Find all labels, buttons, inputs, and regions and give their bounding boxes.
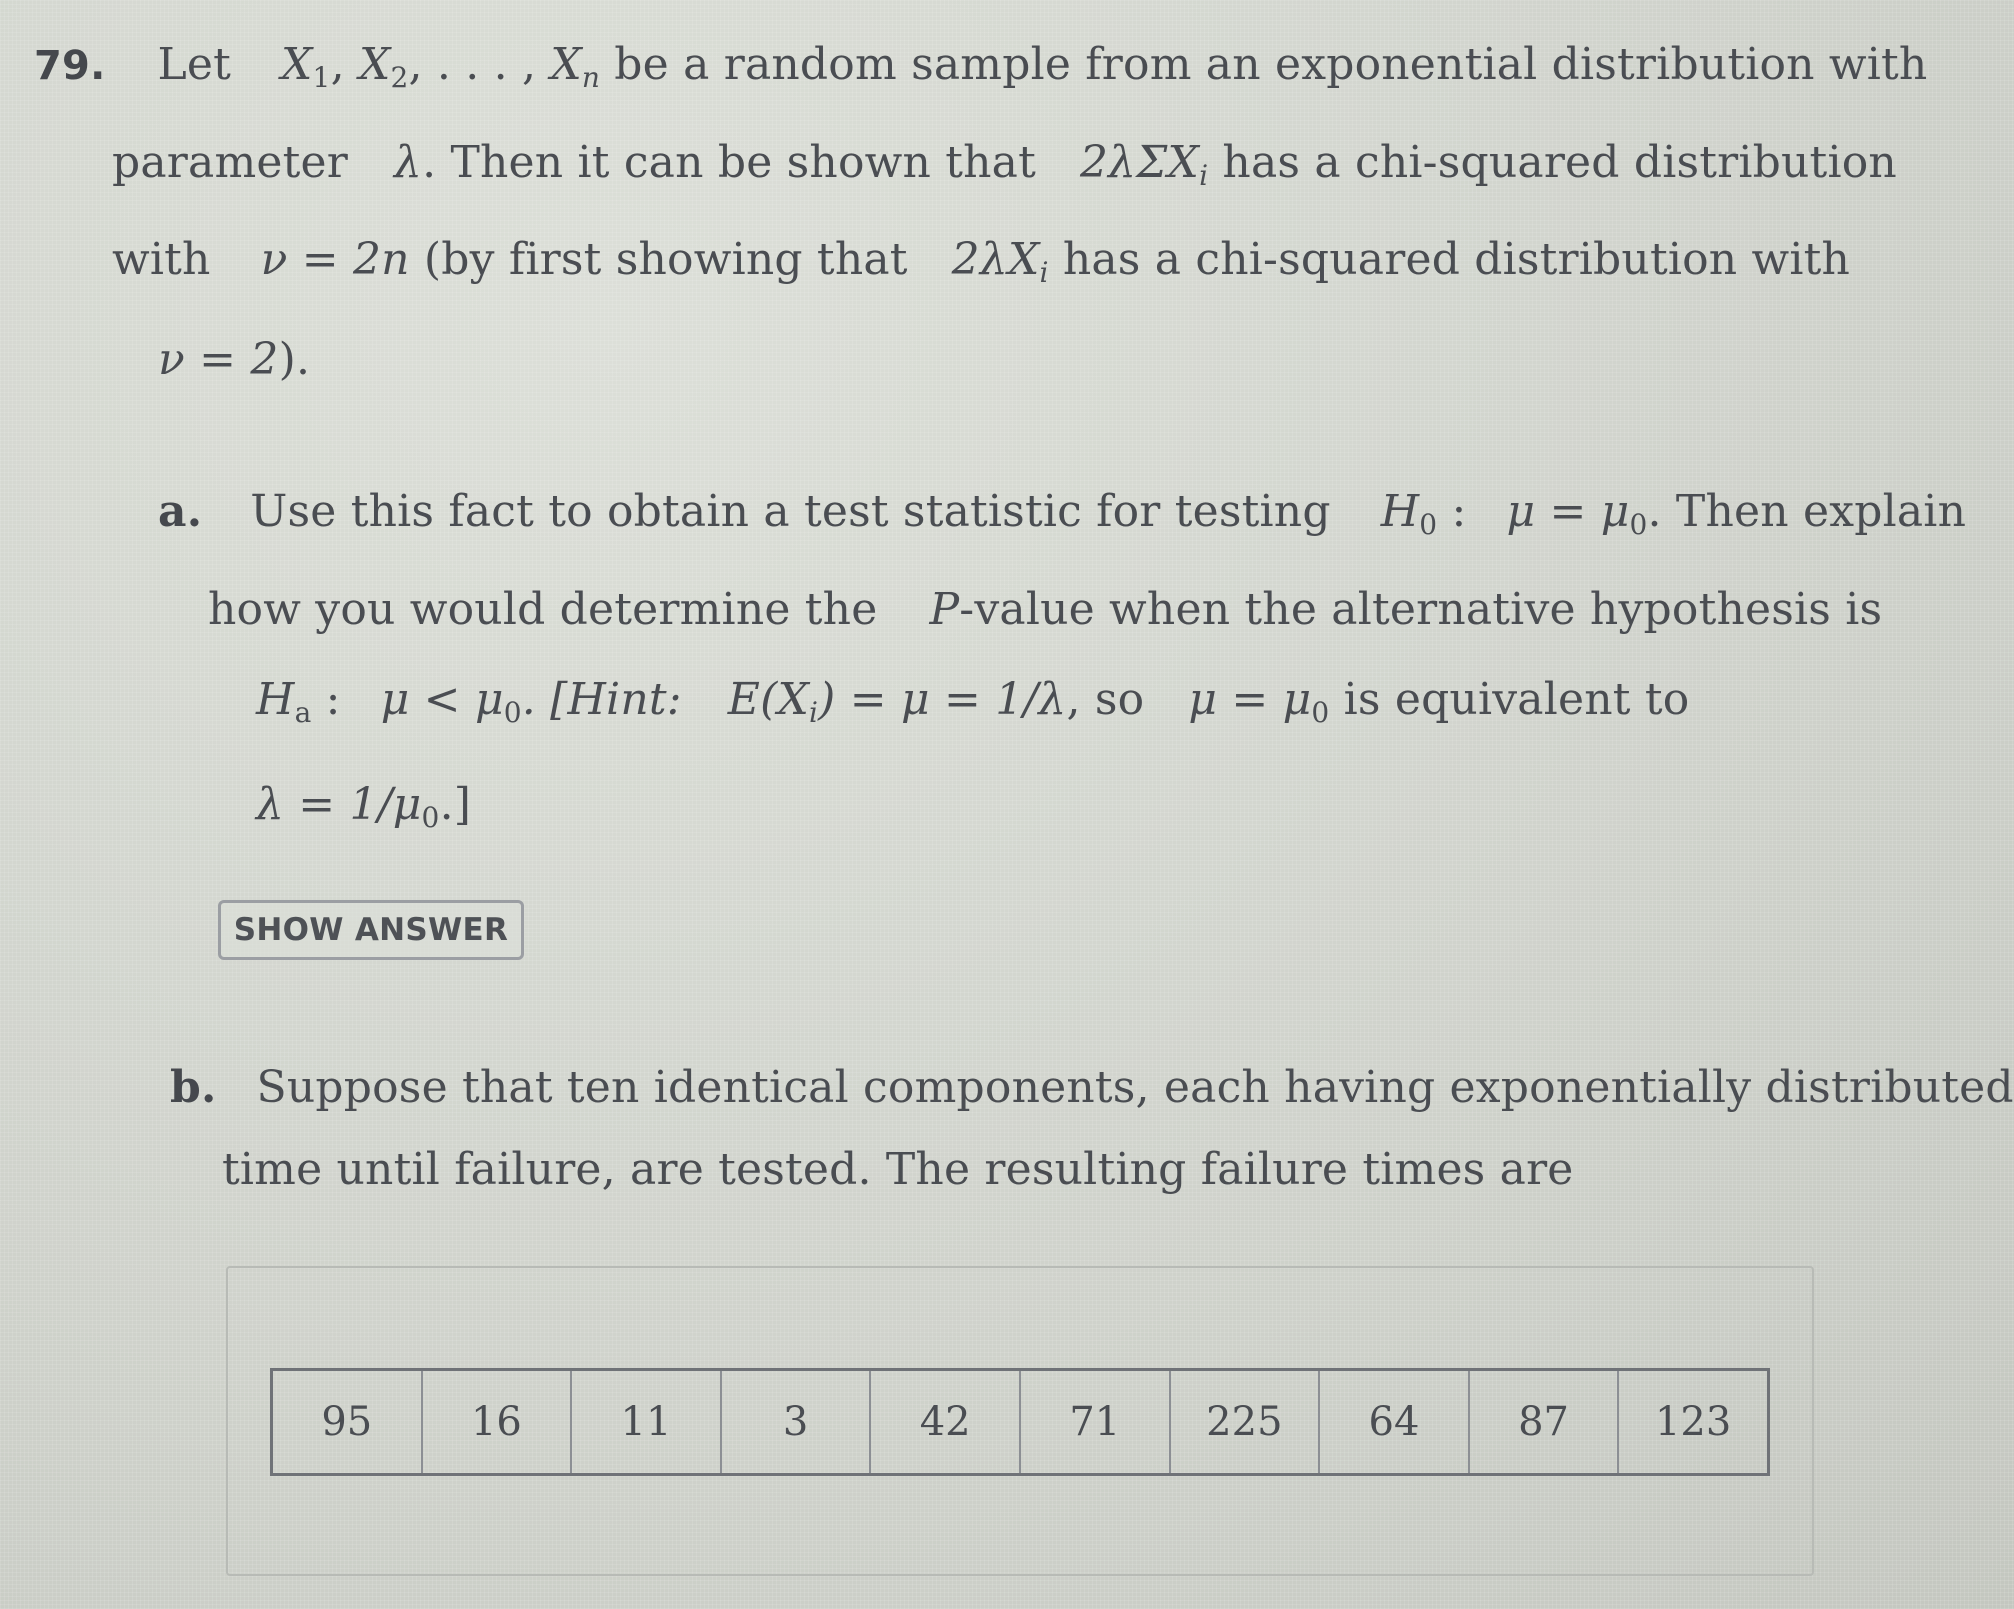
failure-times-table: [270, 1368, 1770, 1476]
table-cell: 64: [1320, 1371, 1470, 1473]
part-a-line-1: a. Use this fact to obtain a test statistic for testing $H_0$ : $\mu = \mu_0$. Then explain: [158, 486, 1967, 541]
table-cell: 42: [871, 1371, 1021, 1473]
part-b-line-2: time until failure, are tested. The resulting failure times are: [222, 1144, 1574, 1195]
part-a-label: a.: [158, 486, 203, 537]
table-cell: 225: [1171, 1371, 1321, 1473]
table-cell: 3: [722, 1371, 872, 1473]
table-cell: 71: [1021, 1371, 1171, 1473]
problem-line-3: with ν = 2n (by first showing that $2\lambda X_i$ has a chi-squared distribution with: [112, 234, 1851, 289]
table-cell: 87: [1470, 1371, 1620, 1473]
problem-line-4: ν = 2).: [158, 334, 311, 385]
table-cell: 95: [273, 1371, 423, 1473]
table-cell: 123: [1654, 1399, 1732, 1445]
problem-line-1: 79. Let $X_1$, $X_2$, . . . , $X_n$ be a random sample from an exponential distribution with: [34, 39, 1928, 94]
problem-number: 79.: [34, 43, 106, 89]
part-a-line-2: how you would determine the P-value when the alternative hypothesis is: [208, 584, 1883, 635]
part-b-label: b.: [170, 1062, 217, 1113]
show-answer-button[interactable]: SHOW ANSWER: [218, 900, 524, 960]
part-a-line-3: $H_a$ : $\mu < \mu_0$. [Hint: $E(X_i) = \mu = 1/\lambda$, so $\mu = \mu_0$ is equivalent to: [256, 674, 1690, 729]
problem-line-2: parameter λ. Then it can be shown that 2λΣX$_i$ has a chi-squared distribution: [112, 137, 1897, 192]
table-cell: 16: [423, 1371, 573, 1473]
table-cell: 11: [572, 1371, 722, 1473]
part-a-line-4: $\lambda = 1/\mu_0$.]: [256, 779, 472, 834]
part-b-line-1: b. Suppose that ten identical components, each having exponentially distributed: [170, 1062, 2014, 1113]
